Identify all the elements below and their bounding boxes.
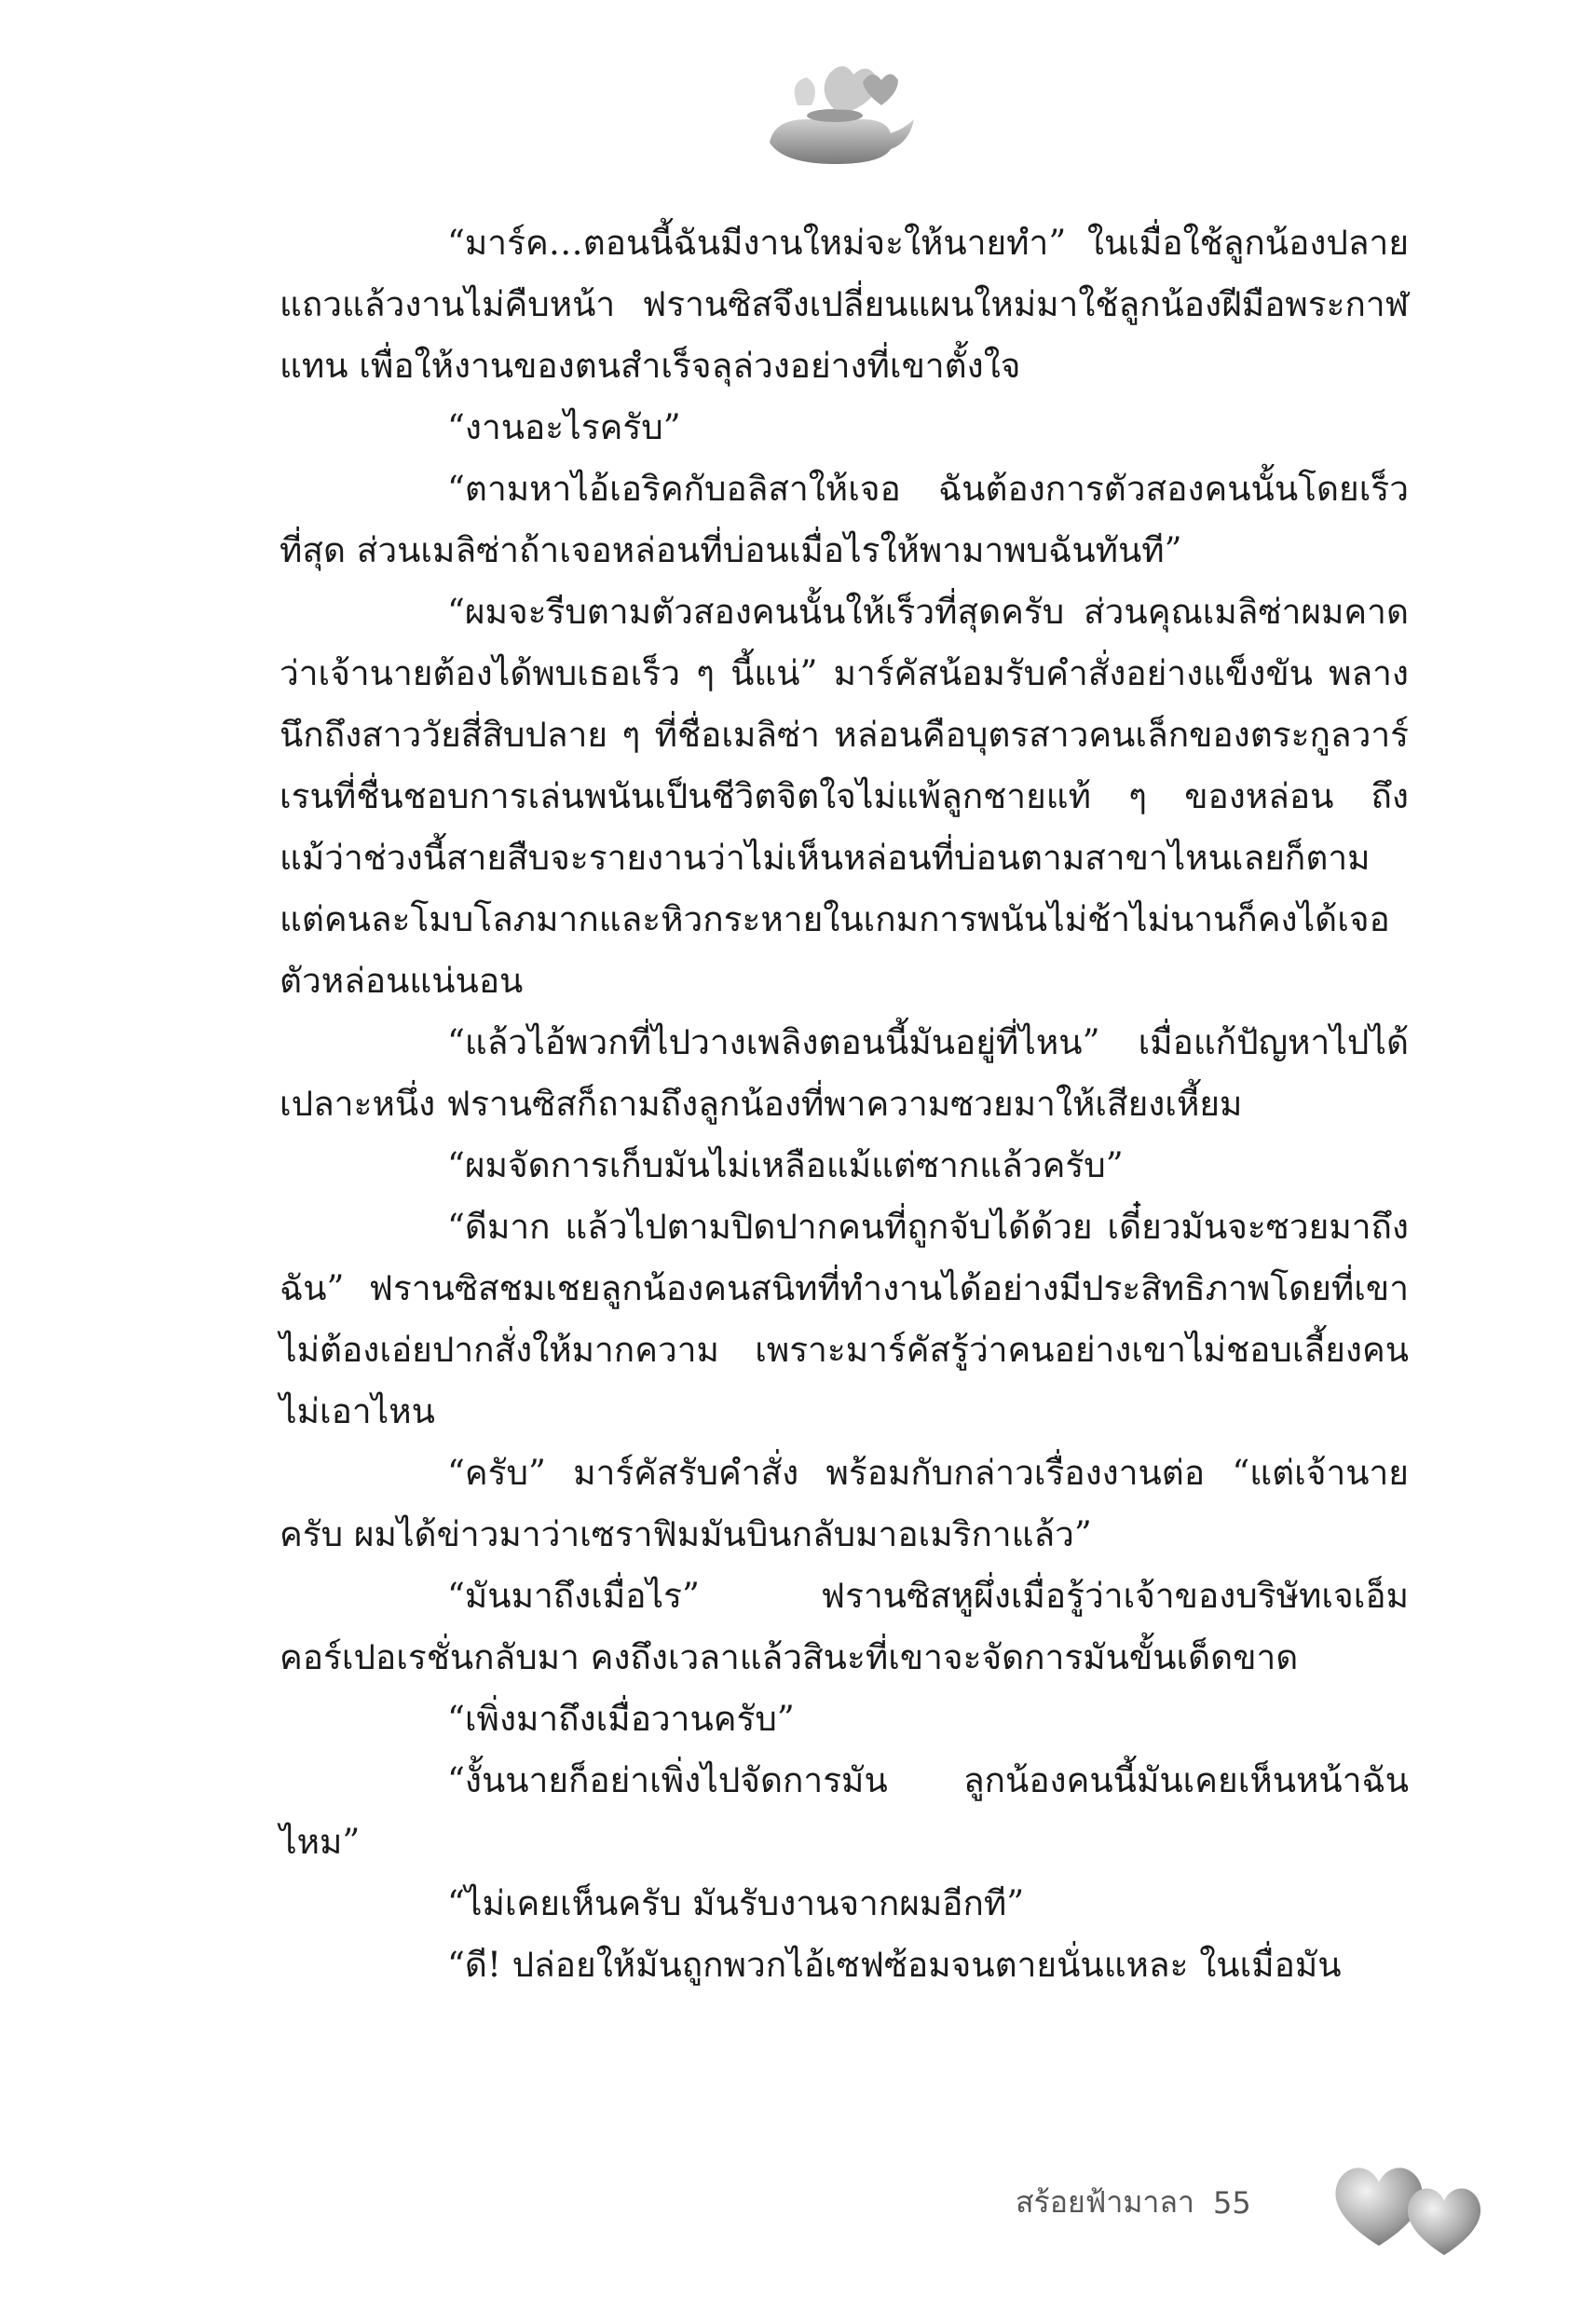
paragraph: “ผมจะรีบตามตัวสองคนนั้นให้เร็วที่สุดครับ ส่วนคุณเมลิซ่าผมคาดว่าเจ้านายต้องได้พบเธอเร็ว ๆ นี้แน่” มาร์คัสน้อมรับคำสั่งอย่างแข็งขัน พลางนึกถึงสาววัยสี่สิบปลาย ๆ ที่ชื่อเมลิซ่า หล่อนคือบุตรสาวคนเล็กของตระกูลวาร์เรนที่ชื่นชอบการเล่นพนันเป็นชีวิตจิตใจไม่แพ้ลูกชายแท้ ๆ ของหล่อน ถึงแม้ว่าช่วงนี้สายสืบจะรายงานว่าไม่เห็นหล่อนที่บ่อนตามสาขาไหนเลยก็ตาม แต่คนละโมบโลภมากและหิวกระหายในเกมการพนันไม่ช้าไม่นานก็คงได้เจอตัวหล่อนแน่นอน [280, 592, 1409, 1001]
page-body [280, 212, 1409, 1996]
page-number: 55 [1212, 2184, 1251, 2221]
paragraph: “เพิ่งมาถึงเมื่อวานครับ” [447, 1699, 795, 1739]
book-title: สร้อยฟ้ามาลา [1016, 2184, 1194, 2220]
paragraph: “ดีมาก แล้วไปตามปิดปากคนที่ถูกจับได้ด้วย เดี๋ยวมันจะซวยมาถึงฉัน” ฟรานซิสชมเชยลูกน้องคนสนิทที่ทำงานได้อย่างมีประสิทธิภาพโดยที่เขาไม่ต้องเอ่ยปากสั่งให้มากความ เพราะมาร์คัสรู้ว่าคนอย่างเขาไม่ชอบเลี้ยงคนไม่เอาไหน [280, 1207, 1409, 1431]
paragraph: “ผมจัดการเก็บมันไม่เหลือแม้แต่ซากแล้วครับ” [447, 1145, 1124, 1185]
paragraph: “งั้นนายก็อย่าเพิ่งไปจัดการมัน ลูกน้องคนนี้มันเคยเห็นหน้าฉันไหม” [280, 1760, 1409, 1862]
page-footer [1016, 2179, 1251, 2226]
paragraph: “ครับ” มาร์คัสรับคำสั่ง พร้อมกับกล่าวเรื่องงานต่อ “แต่เจ้านายครับ ผมได้ข่าวมาว่าเซราฟิมมันบินกลับมาอเมริกาแล้ว” [280, 1453, 1409, 1554]
paragraph: “แล้วไอ้พวกที่ไปวางเพลิงตอนนี้มันอยู่ที่ไหน” เมื่อแก้ปัญหาไปได้เปลาะหนึ่ง ฟรานซิสก็ถามถึงลูกน้องที่พาความซวยมาให้เสียงเหี้ยม [280, 1022, 1409, 1124]
paragraph: “ไม่เคยเห็นครับ มันรับงานจากผมอีกที” [447, 1883, 1025, 1923]
paragraph: “ตามหาไอ้เอริคกับอลิสาให้เจอ ฉันต้องการตัวสองคนนั้นโดยเร็วที่สุด ส่วนเมลิซ่าถ้าเจอหล่อนที่บ่อนเมื่อไรให้พามาพบฉันทันที” [280, 469, 1409, 570]
hearts-icon [1323, 2143, 1500, 2264]
paragraph: “งานอะไรครับ” [447, 407, 681, 447]
paragraph: “มาร์ค…ตอนนี้ฉันมีงานใหม่จะให้นายทำ” ในเมื่อใช้ลูกน้องปลายแถวแล้วงานไม่คืบหน้า ฟรานซิสจึงเปลี่ยนแผนใหม่มาใช้ลูกน้องฝีมือพระกาฬแทน เพื่อให้งานของตนสำเร็จลุล่วงอย่างที่เขาตั้งใจ [280, 223, 1409, 386]
paragraph: “มันมาถึงเมื่อไร” ฟรานซิสหูผึ่งเมื่อรู้ว่าเจ้าของบริษัทเจเอ็มคอร์เปอเรชั่นกลับมา คงถึงเวลาแล้วสินะที่เขาจะจัดการมันขั้นเด็ดขาด [280, 1576, 1409, 1677]
cupid-teapot-icon [742, 54, 928, 175]
paragraph: “ดี! ปล่อยให้มันถูกพวกไอ้เซฟซ้อมจนตายนั่นแหละ ในเมื่อมัน [447, 1945, 1342, 1985]
